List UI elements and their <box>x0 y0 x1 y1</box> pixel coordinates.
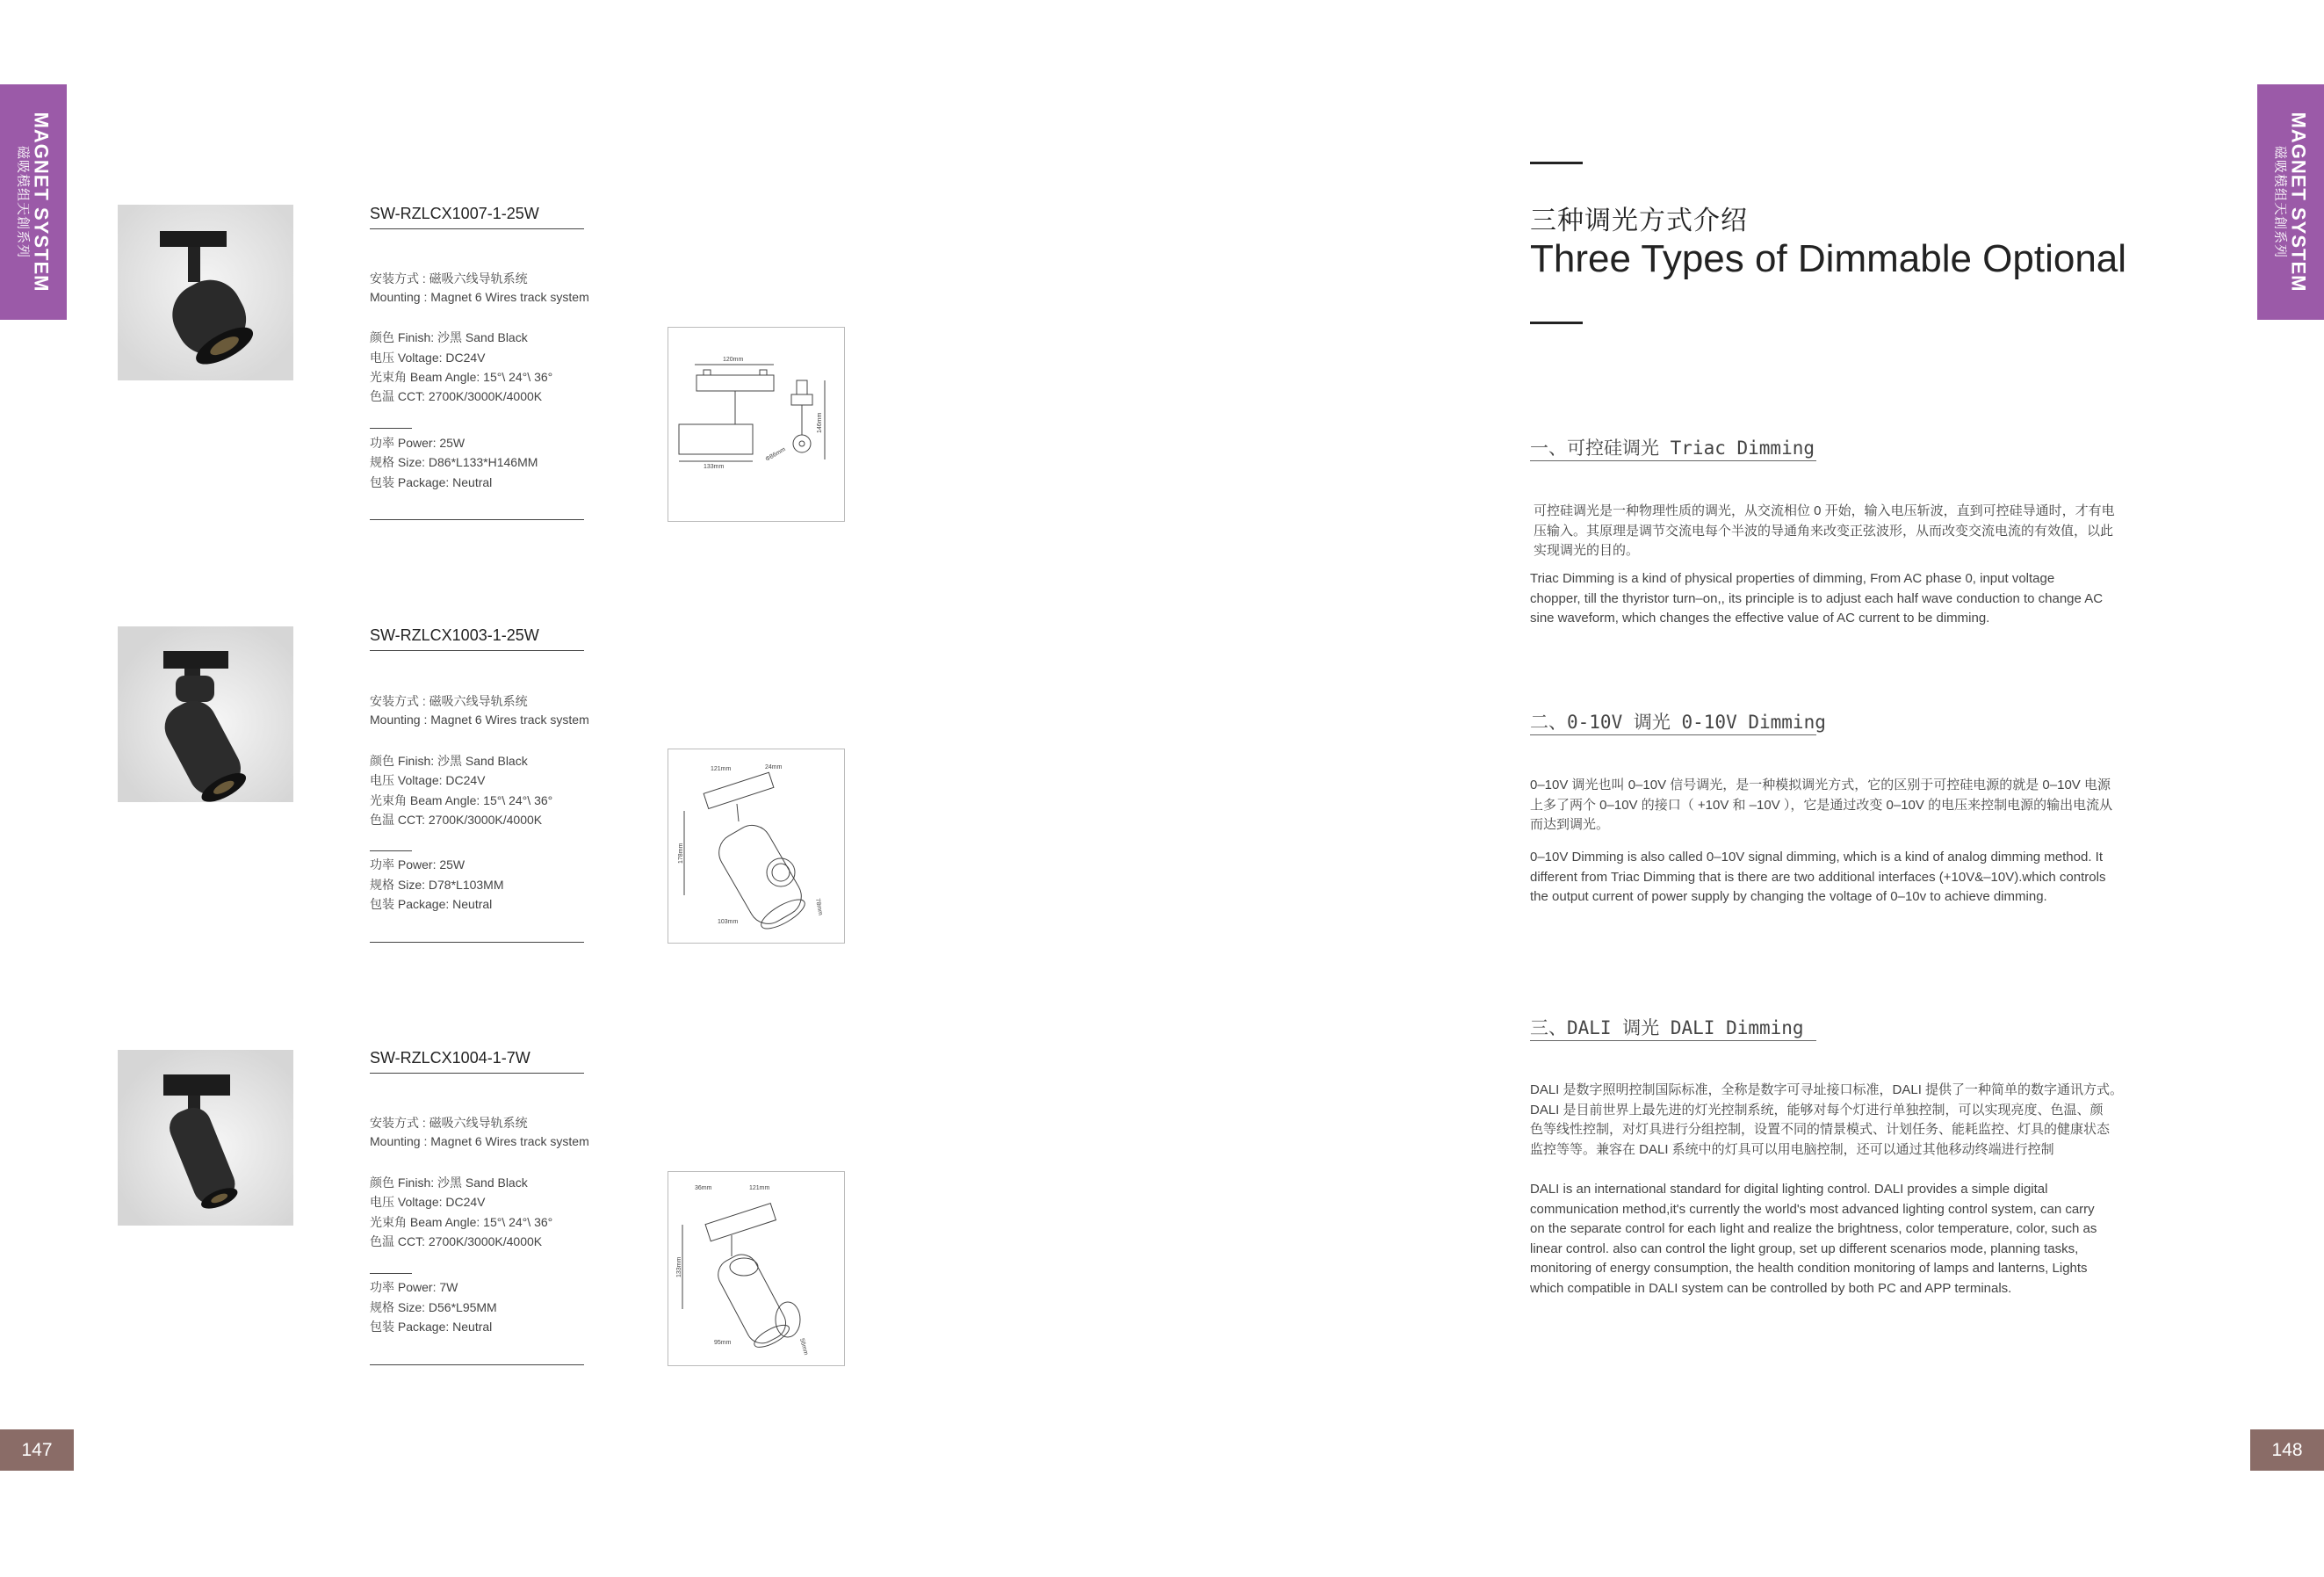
dim-label: 146mm <box>817 412 823 433</box>
side-tab-en: MAGNET SYSTEM <box>2287 112 2310 293</box>
section-underline <box>1530 460 1816 461</box>
text-line: which compatible in DALI system can be controlled by both PC and APP terminals. <box>1530 1280 2012 1296</box>
section-heading-0-10v: 二、0-10V 调光 0-10V Dimming <box>1530 712 1826 733</box>
title-dash-top <box>1530 162 1583 164</box>
dim-label: 133mm <box>704 464 725 470</box>
page-number-right: 148 <box>2250 1429 2324 1471</box>
spec-power: 功率 Power: 25W <box>370 436 466 450</box>
text-line: 压输入。其原理是调节交流电每个半波的导通角来改变正弦波形，从而改变交流电流的有效值，以此 <box>1534 523 2114 539</box>
spec-voltage: 电压 Voltage: DC24V <box>370 351 486 365</box>
text-line: 监控等等。兼容在 DALI 系统中的灯具可以用电脑控制，还可以通过其他移动终端进行控制 <box>1530 1141 2054 1157</box>
product-photo-2 <box>118 626 293 802</box>
spec-size: 规格 Size: D56*L95MM <box>370 1300 497 1314</box>
text-line: chopper, till the thyristor turn–on,, its principle is to adjust each half wave conduction to change AC <box>1530 590 2104 606</box>
spec-finish: 颜色 Finish: 沙黑 Sand Black <box>370 754 528 768</box>
text-line: 0–10V Dimming is also called 0–10V signal dimming, which is a kind of analog dimming method. It <box>1530 850 2103 864</box>
section-body-cn <box>1530 1081 2138 1160</box>
spec-divider <box>370 428 412 429</box>
section-body-cn <box>1530 502 2141 561</box>
text-line: 色等线性控制，对灯具进行分组控制，设置不同的情景模式、计划任务、能耗监控、灯具的健康状态 <box>1530 1122 2111 1137</box>
spec-divider <box>370 850 412 851</box>
spec-mounting-cn: 安装方式 : 磁吸六线导轨系统 <box>370 271 528 286</box>
product-model: SW-RZLCX1007-1-25W <box>370 205 539 222</box>
spec-power: 功率 Power: 7W <box>370 1280 458 1294</box>
text-line: DALI 是数字照明控制国际标准，全称是数字可寻址接口标准，DALI 提供了一种简单的数字通讯方式。 <box>1530 1082 2124 1097</box>
text-line: 实现调光的目的。 <box>1534 543 1640 558</box>
side-tab-text <box>2272 112 2310 293</box>
track-spotlight-image <box>118 626 293 802</box>
dimension-drawing-1 <box>668 327 845 522</box>
spec-power: 功率 Power: 25W <box>370 857 466 872</box>
spec-size: 规格 Size: D78*L103MM <box>370 878 504 892</box>
text-line: 上多了两个 0–10V 的接口（ +10V 和 –10V ），它是通过改变 0–10V 的电压来控制电源的输出电流从 <box>1530 797 2113 813</box>
spec-bottom-line <box>370 942 584 943</box>
spec-size: 规格 Size: D86*L133*H146MM <box>370 455 538 469</box>
spec-cct: 色温 CCT: 2700K/3000K/4000K <box>370 389 543 403</box>
text-line: 而达到调光。 <box>1530 817 1610 832</box>
spec-voltage: 电压 Voltage: DC24V <box>370 1195 486 1209</box>
model-underline <box>370 228 584 229</box>
text-line: on the separate control for each light and realize the brightness, color temperature, color, such as <box>1530 1221 2097 1236</box>
side-tab-cn: 磁吸模组天創系列 <box>2271 145 2287 258</box>
spec-bottom-line <box>370 1364 584 1365</box>
text-line: DALI 是目前世界上最先进的灯光控制系统，能够对每个灯进行单独控制，可以实现亮度、色温、颜 <box>1530 1102 2104 1118</box>
section-body-en <box>1530 848 2138 908</box>
side-tab-text <box>15 112 53 293</box>
dimension-drawing-2 <box>668 749 845 944</box>
section-heading-triac: 一、可控硅调光 Triac Dimming <box>1530 438 1815 459</box>
section-body-cn <box>1530 776 2138 836</box>
right-side-tab <box>2257 84 2324 320</box>
text-line: different from Triac Dimming that is there are two additional interfaces (+10V&–10V).which controls <box>1530 869 2106 885</box>
page-number-left: 147 <box>0 1429 74 1471</box>
spec-finish: 颜色 Finish: 沙黑 Sand Black <box>370 1176 528 1190</box>
dim-label: 121mm <box>711 766 732 772</box>
spec-divider <box>370 1273 412 1274</box>
text-line: 可控硅调光是一种物理性质的调光，从交流相位 0 开始，输入电压斩波，直到可控硅导通时，才有电 <box>1534 503 2115 518</box>
product-model: SW-RZLCX1004-1-7W <box>370 1049 530 1067</box>
dim-label: 133mm <box>676 1256 682 1277</box>
text-line: monitoring of energy consumption, the health condition monitoring of lamps and lanterns, Lights <box>1530 1261 2088 1276</box>
spec-mounting-en: Mounting : Magnet 6 Wires track system <box>370 713 589 727</box>
text-line: Triac Dimming is a kind of physical properties of dimming, From AC phase 0, input voltage <box>1530 571 2055 586</box>
section-body-en <box>1530 569 2138 629</box>
dimension-drawing-3 <box>668 1171 845 1366</box>
model-underline <box>370 650 584 651</box>
dim-label: 103mm <box>718 919 739 925</box>
dim-label: 36mm <box>695 1185 712 1191</box>
spec-mounting-en: Mounting : Magnet 6 Wires track system <box>370 290 589 304</box>
spec-beam-angle: 光束角 Beam Angle: 15°\ 24°\ 36° <box>370 370 553 384</box>
spec-beam-angle: 光束角 Beam Angle: 15°\ 24°\ 36° <box>370 1215 553 1229</box>
text-line: communication method,it's currently the world's most advanced lighting control system, can carry <box>1530 1201 2095 1217</box>
spec-package: 包装 Package: Neutral <box>370 897 493 911</box>
section-heading-dali: 三、DALI 调光 DALI Dimming <box>1530 1017 1804 1038</box>
title-dash-bottom <box>1530 322 1583 324</box>
text-line: sine waveform, which changes the effective value of AC current to be dimming. <box>1530 611 1990 626</box>
spec-mounting-cn: 安装方式 : 磁吸六线导轨系统 <box>370 694 528 708</box>
dimension-drawing <box>668 328 844 521</box>
product-photo-3 <box>118 1050 293 1226</box>
text-line: DALI is an international standard for digital lighting control. DALI provides a simple digital <box>1530 1182 2048 1197</box>
dim-label: 120mm <box>723 357 744 363</box>
section-body-en <box>1530 1180 2138 1298</box>
product-photo-1 <box>118 205 293 380</box>
side-tab-en: MAGNET SYSTEM <box>30 112 53 293</box>
dim-label: 95mm <box>714 1340 732 1346</box>
dimension-drawing <box>668 749 844 943</box>
dim-label: 78mm <box>814 898 824 916</box>
dim-label: 121mm <box>749 1185 770 1191</box>
text-line: 0–10V 调光也叫 0–10V 信号调光，是一种模拟调光方式，它的区别于可控硅电源的就是 0–10V 电源 <box>1530 778 2111 792</box>
text-line: the output current of power supply by changing the voltage of 0–10v to achieve dimming. <box>1530 889 2047 904</box>
spec-cct: 色温 CCT: 2700K/3000K/4000K <box>370 813 543 827</box>
model-underline <box>370 1073 584 1074</box>
spec-finish: 颜色 Finish: 沙黑 Sand Black <box>370 330 528 344</box>
spec-cct: 色温 CCT: 2700K/3000K/4000K <box>370 1234 543 1248</box>
section-underline <box>1530 734 1816 735</box>
page-title-en: Three Types of Dimmable Optional <box>1530 237 2127 280</box>
dim-label: 56mm <box>798 1337 809 1356</box>
spec-mounting-cn: 安装方式 : 磁吸六线导轨系统 <box>370 1116 528 1130</box>
spec-beam-angle: 光束角 Beam Angle: 15°\ 24°\ 36° <box>370 793 553 807</box>
spec-package: 包装 Package: Neutral <box>370 1320 493 1334</box>
product-model: SW-RZLCX1003-1-25W <box>370 626 539 644</box>
dimension-drawing <box>668 1172 844 1365</box>
spec-mounting-en: Mounting : Magnet 6 Wires track system <box>370 1134 589 1148</box>
dim-label: Φ86mm <box>764 446 787 463</box>
dim-label: 178mm <box>678 843 684 864</box>
page-title-cn: 三种调光方式介绍 <box>1530 206 1748 235</box>
dim-label: 24mm <box>765 764 783 770</box>
left-side-tab <box>0 84 67 320</box>
section-underline <box>1530 1040 1816 1041</box>
side-tab-cn: 磁吸模组天創系列 <box>14 145 30 258</box>
spec-bottom-line <box>370 519 584 520</box>
spec-package: 包装 Package: Neutral <box>370 475 493 489</box>
track-spotlight-image <box>118 205 293 380</box>
text-line: linear control. also can control the light group, set up different scenarios mode, planning tasks, <box>1530 1241 2079 1256</box>
spec-voltage: 电压 Voltage: DC24V <box>370 773 486 787</box>
track-spotlight-image <box>118 1050 293 1226</box>
